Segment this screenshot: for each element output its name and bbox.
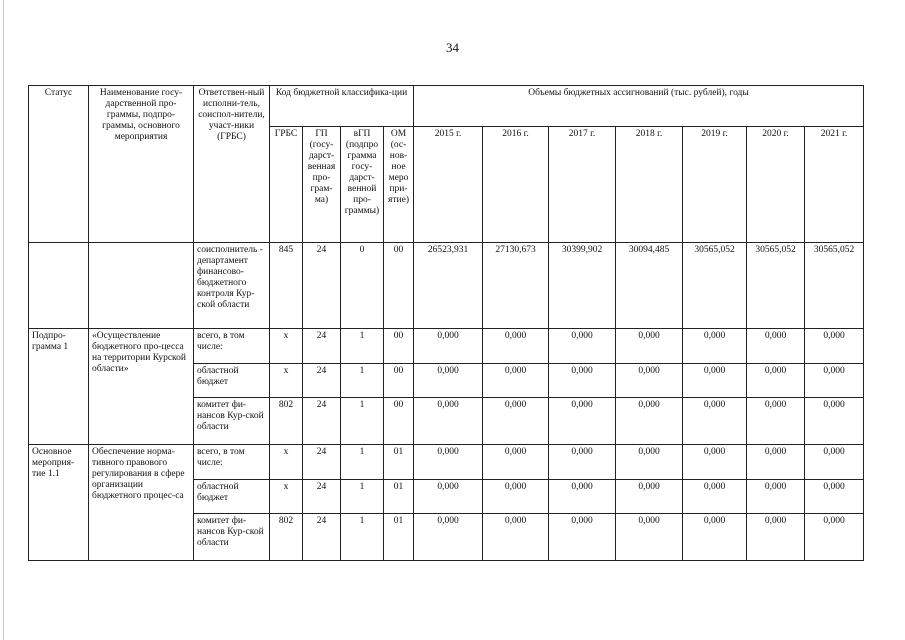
om-cell: 01	[384, 514, 414, 561]
gp-cell: 24	[303, 364, 341, 398]
value-cell: 0,000	[616, 480, 683, 514]
om-cell: 01	[384, 445, 414, 480]
header-name: Наименование госу-дарственной про-граммы, подпро-граммы, основного мероприятия	[89, 86, 194, 243]
value-cell: 0,000	[805, 480, 864, 514]
header-gp: ГП (госу-дарст-венная про-грам-ма)	[303, 127, 341, 243]
value-cell: 0,000	[747, 480, 805, 514]
value-cell: 0,000	[616, 445, 683, 480]
om-cell: 00	[384, 243, 414, 329]
value-cell: 30399,902	[549, 243, 616, 329]
value-cell: 26523,931	[414, 243, 483, 329]
om-cell: 00	[384, 398, 414, 445]
vgp-cell: 0	[341, 243, 384, 329]
responsible-cell: областной бюджет	[194, 480, 270, 514]
value-cell: 0,000	[683, 398, 747, 445]
page-edge-line	[3, 0, 4, 640]
responsible-cell: соисполнитель - департамент финансово-бюджетного контроля Кур-ской области	[194, 243, 270, 329]
vgp-cell: 1	[341, 480, 384, 514]
value-cell: 0,000	[414, 398, 483, 445]
gp-cell: 24	[303, 398, 341, 445]
header-volume-group: Объемы бюджетных ассигнований (тыс. рублей), годы	[414, 86, 864, 127]
header-vgp: вГП (подпро грамма госу-дарст-венной про-граммы)	[341, 127, 384, 243]
vgp-cell: 1	[341, 329, 384, 364]
value-cell: 0,000	[414, 445, 483, 480]
value-cell: 0,000	[483, 364, 549, 398]
value-cell: 0,000	[747, 364, 805, 398]
header-year: 2017 г.	[549, 127, 616, 243]
value-cell: 0,000	[483, 514, 549, 561]
value-cell: 0,000	[683, 480, 747, 514]
om-cell: 00	[384, 329, 414, 364]
value-cell: 0,000	[805, 514, 864, 561]
value-cell: 0,000	[483, 329, 549, 364]
value-cell: 27130,673	[483, 243, 549, 329]
value-cell: 0,000	[483, 445, 549, 480]
name-cell: Обеспечение норма-тивного правового регулирования в сфере организации бюджетного процес-са	[89, 445, 194, 561]
gp-cell: 24	[303, 480, 341, 514]
grbs-cell: 845	[270, 243, 303, 329]
status-cell: Основное мероприя-тие 1.1	[29, 445, 89, 561]
vgp-cell: 1	[341, 445, 384, 480]
value-cell: 0,000	[683, 364, 747, 398]
value-cell: 0,000	[616, 329, 683, 364]
grbs-cell: х	[270, 480, 303, 514]
header-code-group: Код бюджетной классифика-ции	[270, 86, 414, 127]
value-cell: 0,000	[616, 398, 683, 445]
name-cell	[89, 243, 194, 329]
value-cell: 0,000	[616, 364, 683, 398]
grbs-cell: х	[270, 445, 303, 480]
page-number: 34	[446, 40, 459, 55]
responsible-cell: комитет фи-нансов Кур-ской области	[194, 398, 270, 445]
gp-cell: 24	[303, 445, 341, 480]
value-cell: 0,000	[549, 329, 616, 364]
value-cell: 0,000	[549, 364, 616, 398]
value-cell: 30094,485	[616, 243, 683, 329]
value-cell: 0,000	[683, 329, 747, 364]
header-year: 2018 г.	[616, 127, 683, 243]
status-cell: Подпро-грамма 1	[29, 329, 89, 445]
gp-cell: 24	[303, 514, 341, 561]
value-cell: 0,000	[747, 445, 805, 480]
header-year: 2019 г.	[683, 127, 747, 243]
table-row	[29, 445, 864, 480]
header-grbs: ГРБС	[270, 127, 303, 243]
value-cell: 0,000	[549, 480, 616, 514]
vgp-cell: 1	[341, 398, 384, 445]
value-cell: 0,000	[805, 329, 864, 364]
value-cell: 0,000	[483, 480, 549, 514]
value-cell: 0,000	[483, 398, 549, 445]
header-status: Статус	[29, 86, 89, 243]
budget-table	[28, 85, 864, 561]
value-cell: 0,000	[616, 514, 683, 561]
value-cell: 0,000	[747, 398, 805, 445]
value-cell: 0,000	[747, 329, 805, 364]
value-cell: 0,000	[549, 445, 616, 480]
value-cell: 30565,052	[805, 243, 864, 329]
value-cell: 0,000	[805, 445, 864, 480]
responsible-cell: всего, в том числе:	[194, 445, 270, 480]
value-cell: 0,000	[683, 445, 747, 480]
table-row	[29, 243, 864, 329]
value-cell: 0,000	[549, 398, 616, 445]
value-cell: 0,000	[414, 480, 483, 514]
value-cell: 0,000	[683, 514, 747, 561]
om-cell: 01	[384, 480, 414, 514]
vgp-cell: 1	[341, 514, 384, 561]
value-cell: 0,000	[805, 398, 864, 445]
value-cell: 0,000	[747, 514, 805, 561]
name-cell: «Осуществление бюджетного про-цесса на территории Курской области»	[89, 329, 194, 445]
responsible-cell: областной бюджет	[194, 364, 270, 398]
value-cell: 30565,052	[747, 243, 805, 329]
table-row	[29, 329, 864, 364]
header-year: 2020 г.	[747, 127, 805, 243]
grbs-cell: х	[270, 329, 303, 364]
header-year: 2015 г.	[414, 127, 483, 243]
gp-cell: 24	[303, 243, 341, 329]
header-year: 2021 г.	[805, 127, 864, 243]
responsible-cell: всего, в том числе:	[194, 329, 270, 364]
status-cell	[29, 243, 89, 329]
value-cell: 0,000	[414, 329, 483, 364]
header-om: ОМ (ос-нов-ное меро при-ятие)	[384, 127, 414, 243]
value-cell: 0,000	[549, 514, 616, 561]
om-cell: 00	[384, 364, 414, 398]
header-responsible: Ответствен-ный исполни-тель, соиспол-нители, участ-ники (ГРБС)	[194, 86, 270, 243]
grbs-cell: х	[270, 364, 303, 398]
value-cell: 0,000	[414, 364, 483, 398]
header-year: 2016 г.	[483, 127, 549, 243]
value-cell: 0,000	[805, 364, 864, 398]
value-cell: 0,000	[414, 514, 483, 561]
value-cell: 30565,052	[683, 243, 747, 329]
responsible-cell: комитет фи-нансов Кур-ской области	[194, 514, 270, 561]
grbs-cell: 802	[270, 398, 303, 445]
vgp-cell: 1	[341, 364, 384, 398]
gp-cell: 24	[303, 329, 341, 364]
header-row-1	[29, 86, 864, 127]
grbs-cell: 802	[270, 514, 303, 561]
